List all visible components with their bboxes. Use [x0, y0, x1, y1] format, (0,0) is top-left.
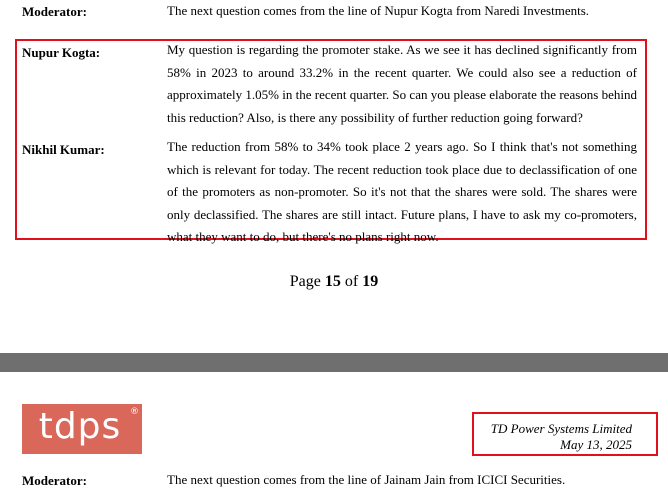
page-separator: [0, 353, 668, 372]
page-total: 19: [362, 273, 379, 290]
speaker-moderator: Moderator:: [22, 4, 87, 19]
registered-mark: ®: [130, 407, 139, 417]
question-text: My question is regarding the promoter stake. As we see it has declined significantly from 58% in 2023 to around 33.2% in the recent quarter. We could also see a reduction of approximately 1.05% in the recent quarter. So can you please elaborate the reasons behind this reduction? Also, is there any possibility of further reduction going forward?: [167, 42, 637, 125]
logo-text: tdps: [38, 406, 122, 447]
moderator-text: The next question comes from the line of Nupur Kogta from Naredi Investments.: [167, 3, 590, 18]
company-name: TD Power Systems Limited: [490, 421, 632, 436]
speaker-moderator-2: Moderator:: [22, 473, 87, 488]
page-current: 15: [324, 273, 341, 290]
answer-text: The reduction from 58% to 34% took place 2 years ago. So I think that's not something which is relevant for today. The recent reduction took place due to declassification of one of the promoters as non-promoter. So it's not that the shares were sold. The shares were only declassified. The shares are still intact. Future plans, I have to ask my co-promoters, what they want to do, but there's no plans right now.: [167, 139, 637, 244]
page-number: [0, 273, 668, 291]
page-prefix: Page: [289, 273, 321, 290]
tdps-logo: [22, 404, 142, 454]
speaker-nikhil-kumar: Nikhil Kumar:: [22, 142, 105, 157]
moderator-text-2: The next question comes from the line of Jainam Jain from ICICI Securities.: [167, 472, 566, 487]
speaker-nupur-kogta: Nupur Kogta:: [22, 45, 101, 60]
call-date: May 13, 2025: [560, 437, 632, 452]
company-header-box: [472, 412, 658, 456]
page-of: of: [344, 273, 359, 290]
